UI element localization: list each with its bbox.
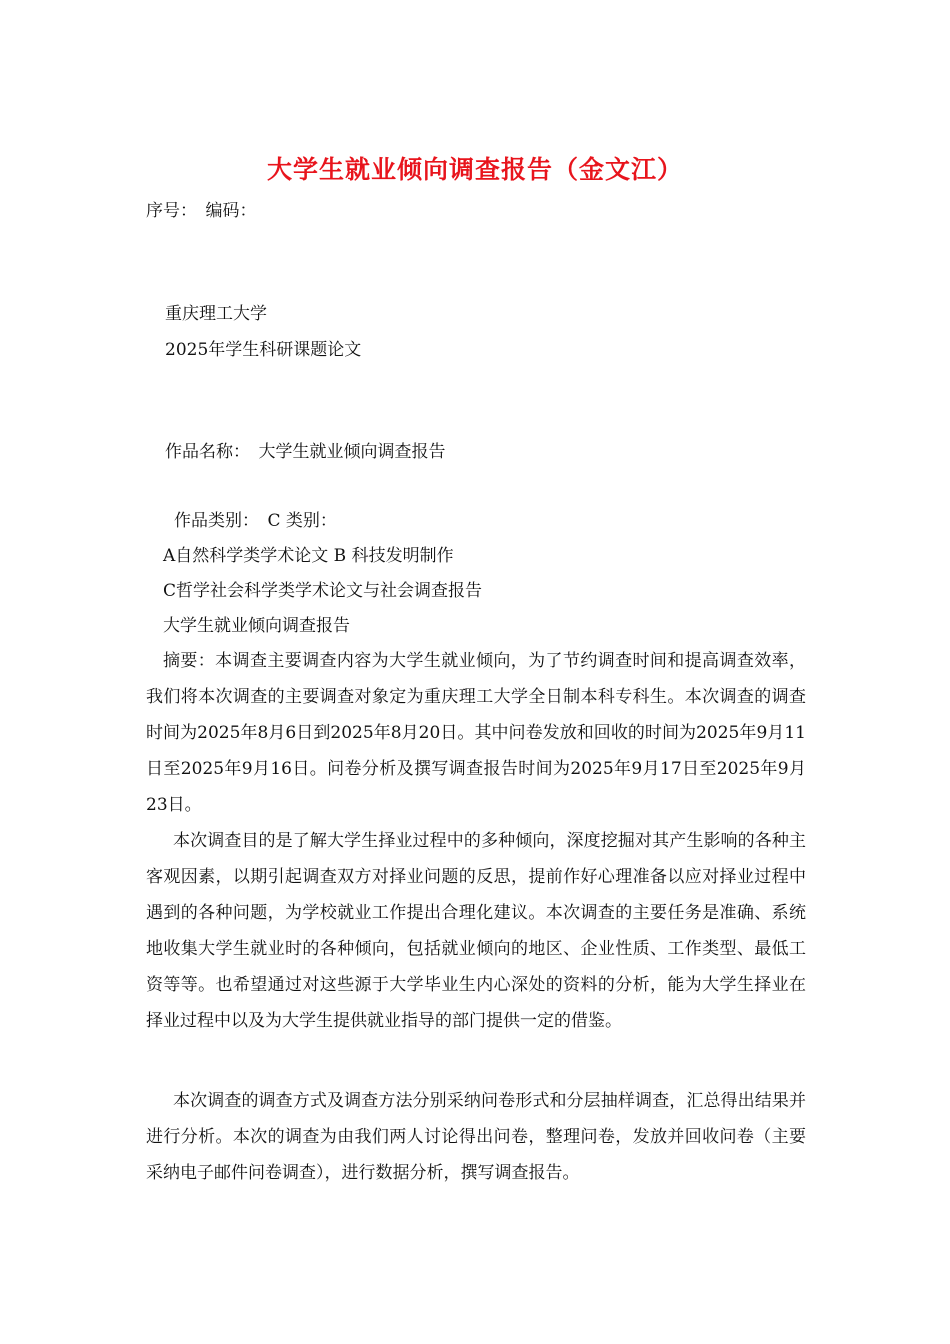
work-category-line: 作品类别： C 类别： bbox=[174, 511, 337, 531]
method-paragraph: 本次调查的调查方式及调查方法分别采纳问卷形式和分层抽样调查，汇总得出结果并进行分析。本次的调查为由我们两人讨论得出问卷，整理问卷，发放并回收问卷（主要采纳电子邮件问卷调查），进行数据分析，撰写调查报告。 bbox=[146, 1091, 806, 1183]
category-c: C哲学社会科学类学术论文与社会调查报告 bbox=[163, 581, 483, 601]
category-a-b: A自然科学类学术论文 B 科技发明制作 bbox=[163, 546, 454, 566]
abstract-paragraph: 摘要：本调查主要调查内容为大学生就业倾向，为了节约调查时间和提高调查效率，我们将本次调查的主要调查对象定为重庆理工大学全日制本科专科生。本次调查的调查时间为2025年8月6日到2025年8月20日。其中问卷发放和回收的时间为2025年9月11日至2025年9月16日。问卷分析及撰写调查报告时间为2025年9月17日至2025年9月23日。 bbox=[146, 651, 806, 815]
paper-type: 2025年学生科研课题论文 bbox=[165, 340, 362, 360]
serial-code-line: 序号： 编码： bbox=[146, 201, 257, 221]
purpose-paragraph: 本次调查目的是了解大学生择业过程中的多种倾向，深度挖掘对其产生影响的各种主客观因素，以期引起调查双方对择业问题的反思，提前作好心理准备以应对择业过程中遇到的各种问题，为学校就业工作提出合理化建议。本次调查的主要任务是准确、系统地收集大学生就业时的各种倾向，包括就业倾向的地区、企业性质、工作类型、最低工资等等。也希望通过对这些源于大学毕业生内心深处的资料的分析，能为大学生择业在择业过程中以及为大学生提供就业指导的部门提供一定的借鉴。 bbox=[146, 831, 806, 1031]
document-title: 大学生就业倾向调查报告（金文江） bbox=[266, 155, 683, 184]
work-name-line: 作品名称： 大学生就业倾向调查报告 bbox=[165, 442, 446, 462]
university-name: 重庆理工大学 bbox=[165, 304, 267, 324]
report-title: 大学生就业倾向调查报告 bbox=[163, 616, 350, 636]
